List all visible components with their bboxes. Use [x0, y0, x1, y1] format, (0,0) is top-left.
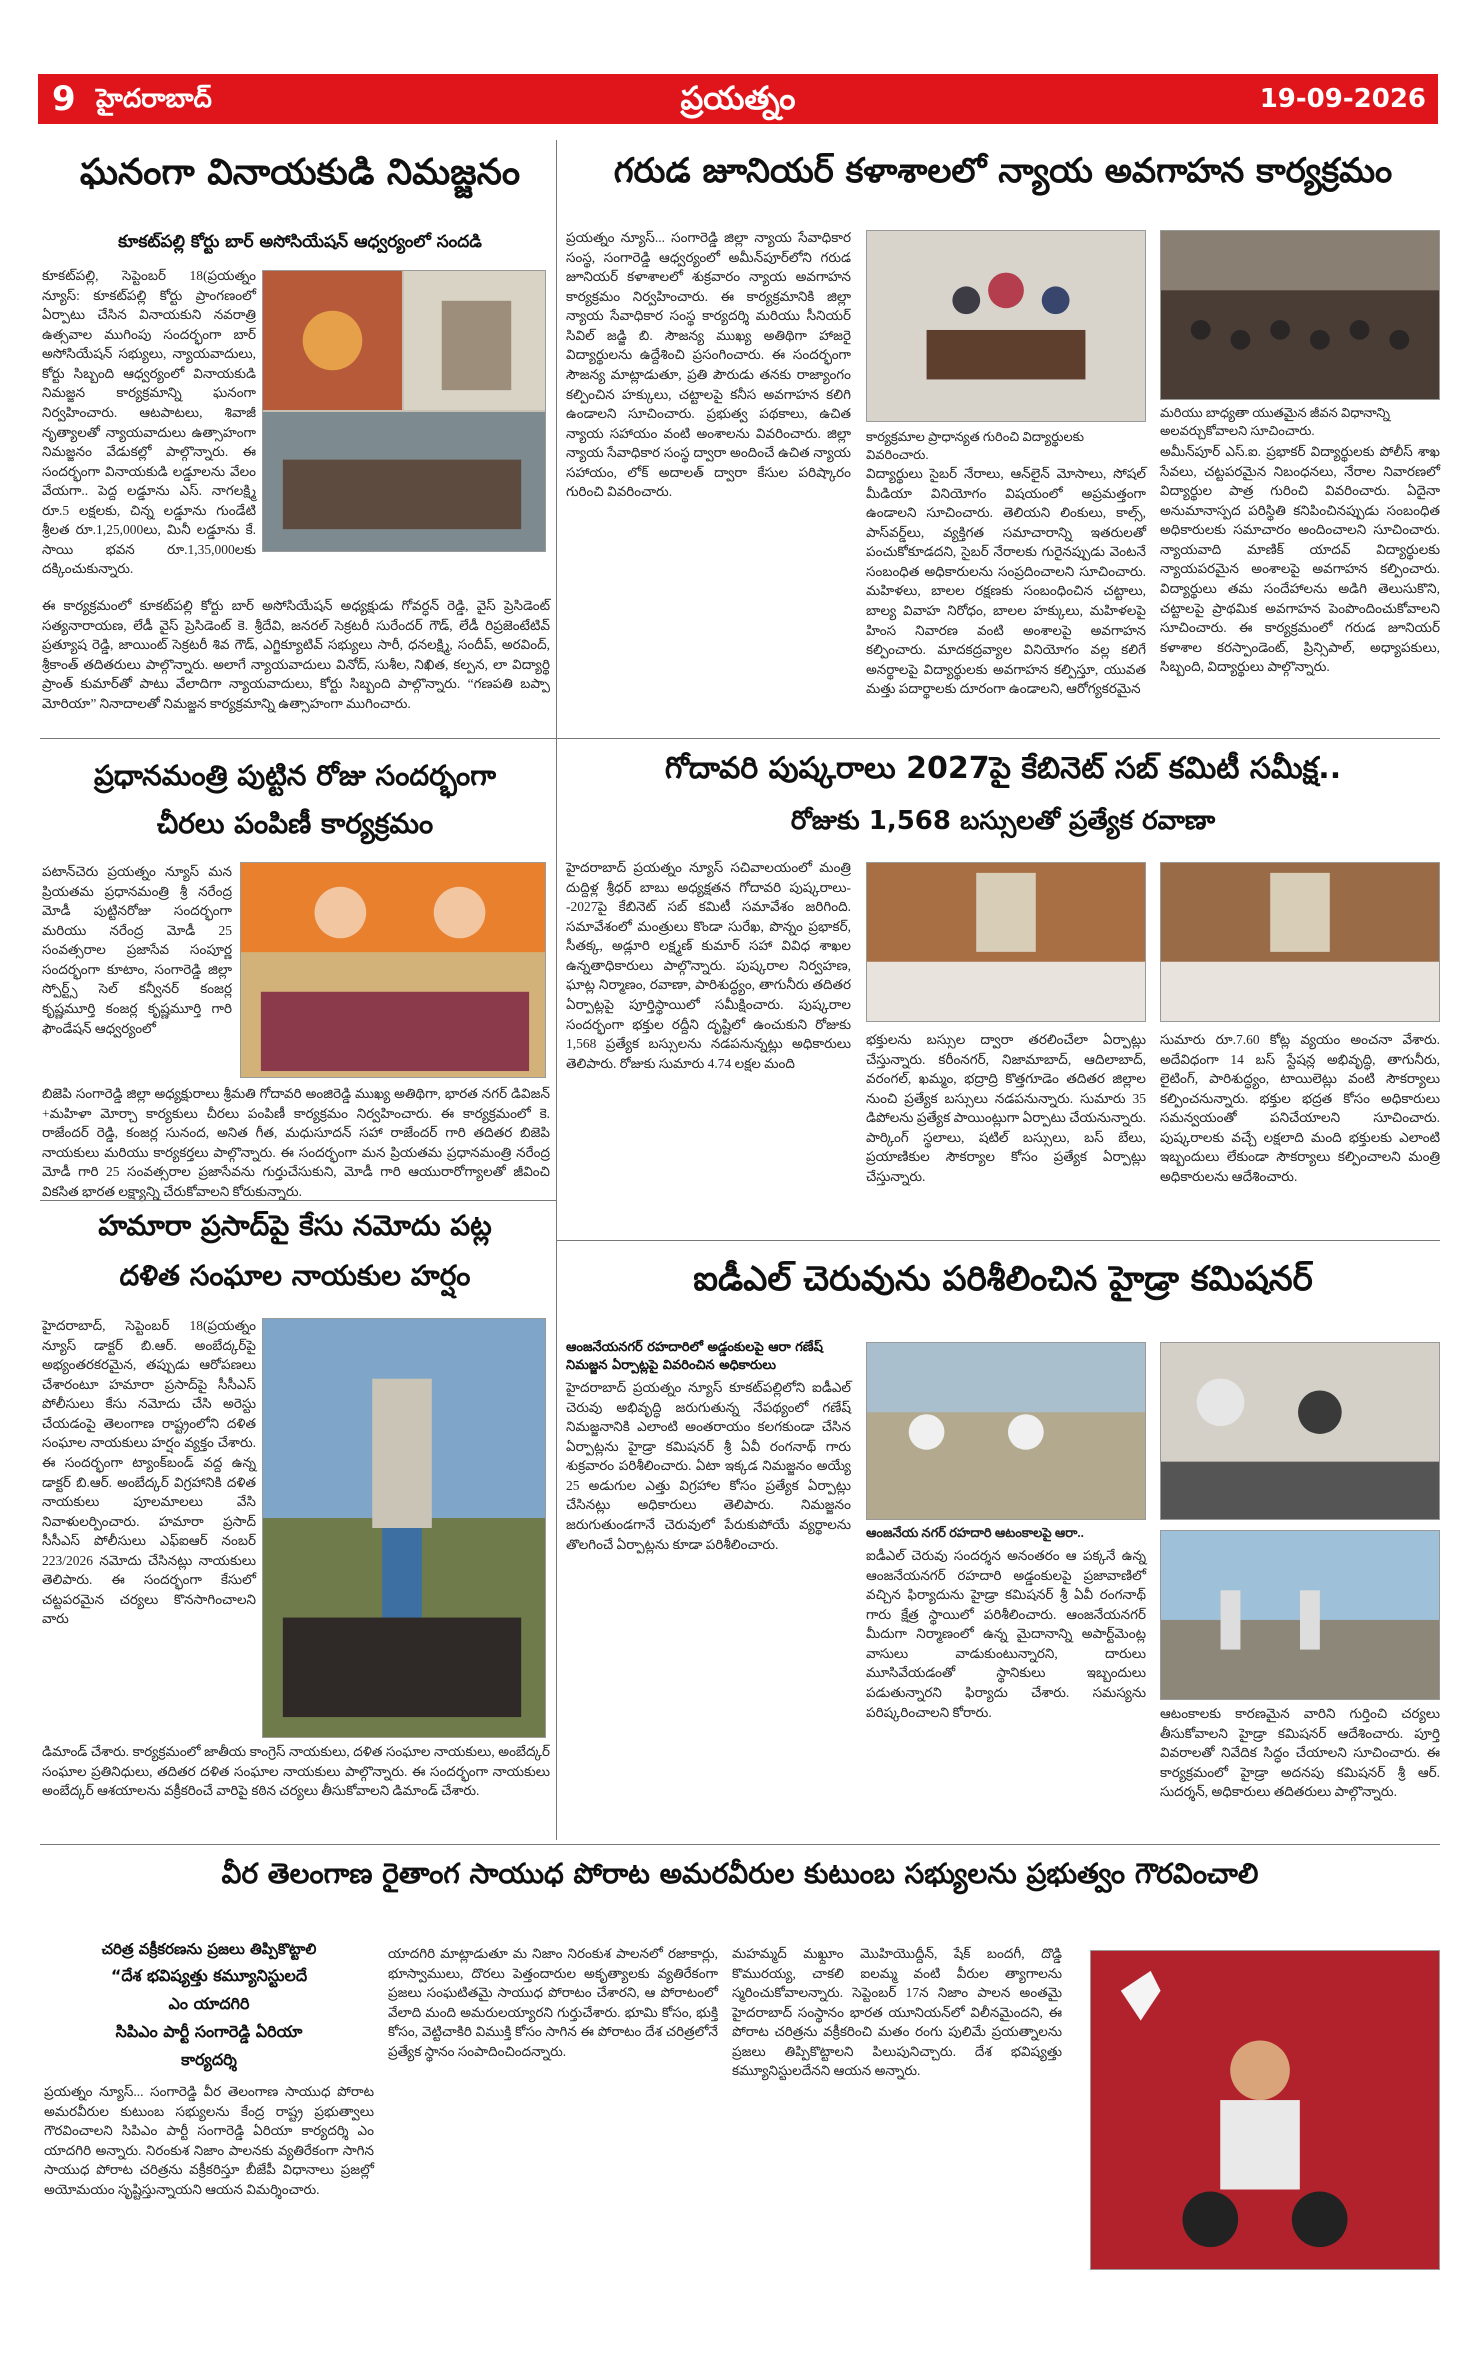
story5-photo — [262, 1318, 546, 1738]
edition-city: హైదరాబాద్ — [96, 84, 212, 114]
story4-col2: భక్తులను బస్సుల ద్వారా తరలించేలా ఏర్పాట్లు చేస్తున్నారు. కరీంనగర్, నిజామాబాద్, ఆదిలాబాద్, వరంగల్, ఖమ్మం, భద్రాద్రి కొత్తగూడెం తదితర జిల్లాల నుంచి ప్రత్యేక బస్సులు నడపనున్నారు. సుమారు 35 డిపోలను ప్రత్యేక పాయింట్లుగా ఏర్పాటు చేయనున్నారు. పార్కింగ్ స్థలాలు, షటిల్ బస్సులు, బస్ బేలు, ప్రయాణికుల సౌకర్యాల కోసం ప్రత్యేక ఏర్పాట్లు చేస్తున్నారు. — [866, 1032, 1146, 1184]
story3-body-full: బిజెపి సంగారెడ్డి జిల్లా అధ్యక్షురాలు శ్రీమతి గోదావరి అంజిరెడ్డి ముఖ్య అతిథిగా, భారత నగర్ డివిజన్ +మహిళా మోర్చా కార్యకులు చీరలు పంపిణీ కార్యక్రమం నిర్వహించారు. ఈ కార్యక్రమంలో కె. రాజేందర్ రెడ్డి, కంజర్ల సునంద, అనిత గీత, మధుసూదన్ సహా రాజేందర్ గారి తదితర బిజెపి నాయకులు మరియు కార్యకర్తలు పాల్గొన్నారు. ఈ సందర్భంగా మన ప్రియతమ ప్రధానమంత్రి నరేంద్ర మోడీ గారి 25 సంవత్సరాల ప్రజాసేవను గుర్తుచేసుకుని, మోడీ గారి ఆయురారోగ్యాలతో జీవించి వికసిత భారత లక్ష్యాన్ని చేరుకోవాలని కోరుకున్నారు. — [42, 1086, 550, 1199]
story5-headline-2: దళిత సంఘాల నాయకుల హర్షం — [119, 1259, 471, 1292]
story2-col3: అమీన్‌పూర్ ఎస్.ఐ. ప్రభాకర్ విద్యార్థులకు పోలీస్ శాఖ సేవలు, చట్టపరమైన నిబంధనలు, నేరాల నివారణలో విద్యార్థుల పాత్ర గురించి వివరించారు. ఏదైనా అనుమానాస్పద పరిస్థితి కనిపించినప్పుడు సంబంధిత అధికారులకు సమాచారం అందించాలని సూచించారు. న్యాయవాది మాణిక్ యాదవ్ విద్యార్థులకు న్యాయపరమైన అంశాలపై అవగాహన కల్పించారు. విద్యార్థులు తమ సందేహాలను అడిగి తెలుసుకొని, చట్టాలపై ప్రాథమిక అవగాహన పెంపొందించుకోవాలని సూచించారు. ఈ కార్యక్రమంలో గరుడ జూనియర్ కళాశాల కరస్పాండెంట్, ప్రిన్సిపాల్, అధ్యాపకులు, సిబ్బంది, విద్యార్థులు పాల్గొన్నారు. — [1160, 444, 1440, 675]
story1-subhead: కూకట్‌పల్లి కోర్టు బార్ అసోసియేషన్ ఆధ్వర్యంలో సందడి — [118, 232, 482, 252]
issue-date: 19-09-2026 — [1259, 84, 1426, 114]
story6-col2: ఐడీఎల్ చెరువు సందర్శన అనంతరం ఆ పక్కనే ఉన్న ఆంజనేయనగర్ రహదారి అడ్డంకులపై ప్రజావాణిలో వచ్చిన ఫిర్యాదును హైడ్రా కమిషనర్ శ్రీ ఏవీ రంగనాథ్ గారు క్షేత్ర స్థాయిలో పరిశీలించారు. ఆంజనేయనగర్ మీదుగా నిర్మాణంలో ఉన్న మైదానాన్ని అపార్ట్‌మెంట్ల వాసులు వాడుకుంటున్నారని, దారులు మూసివేయడంతో స్థానికులు ఇబ్బందులు పడుతున్నారని ఫిర్యాదు చేశారు. సమస్యను పరిష్కరించాలని కోరారు. — [866, 1548, 1146, 1720]
story3-photo — [240, 862, 546, 1078]
story4-col1: హైదరాబాద్ ప్రయత్నం న్యూస్ సచివాలయంలో మంత్రి దుద్దిళ్ల శ్రీధర్ బాబు అధ్యక్షతన గోదావరి పుష్కరాలు--2027పై కేబినెట్ సబ్ కమిటీ సమావేశం జరిగింది. సమావేశంలో మంత్రులు కొండా సురేఖ, పొన్నం ప్రభాకర్, సీతక్క, అడ్లూరి లక్ష్మణ్ కుమార్ సహా వివిధ శాఖల ఉన్నతాధికారులు పాల్గొన్నారు. పుష్కరాల నిర్వహణ, ఘాట్ల నిర్మాణం, రవాణా, పారిశుద్ధ్యం, తాగునీరు తదితర ఏర్పాట్లపై పూర్తిస్థాయిలో సమీక్షించారు. పుష్కరాల సందర్భంగా భక్తుల రద్దీని దృష్టిలో ఉంచుకుని రోజుకు 1,568 ప్రత్యేక బస్సులను నడపనున్నట్లు అధికారులు తెలిపారు. రోజుకు సుమారు 4.74 లక్షల మంది — [566, 860, 851, 1071]
story3-body-left: పటాన్‌చెరు ప్రయత్నం న్యూస్ మన ప్రియతమ ప్రధానమంత్రి శ్రీ నరేంద్ర మోడీ పుట్టినరోజు సందర్భంగా మరియు నరేంద్ర మోడీ 25 సంవత్సరాల ప్రజాసేవ సంపూర్ణ సందర్భంగా కూటాం, సంగారెడ్డి జిల్లా స్పోర్ట్స్ సెల్ కన్వీనర్ కంజర్ల కృష్ణమూర్తి కంజర్ల కృష్ణమూర్తి గారి ఫౌండేషన్ ఆధ్వర్యంలో — [42, 864, 232, 1036]
newspaper-title: ప్రయత్నం — [680, 79, 796, 117]
story7-side-3: ఎం యాదగిరి — [168, 1994, 250, 2013]
story7-side-4: సిపిఎం పార్టీ సంగారెడ్డి ఏరియా — [115, 2022, 303, 2041]
story2-headline: గరుడ జూనియర్ కళాశాలలో న్యాయ అవగాహన కార్యక్రమం — [613, 151, 1393, 191]
story5-body-left: హైదరాబాద్, సెప్టెంబర్ 18(ప్రయత్నం న్యూస్ డాక్టర్ బి.ఆర్. అంబేద్కర్‌పై అభ్యంతరకరమైన, తప్పుడు ఆరోపణలు చేశారంటూ హమారా ప్రసాద్‌పై సీసీఎస్ పోలీసులు కేసు నమోదు చేసి అరెస్టు చేయడంపై తెలంగాణ రాష్ట్రంలోని దళిత సంఘాల నాయకులు హర్షం వ్యక్తం చేశారు. ఈ సందర్భంగా ట్యాంక్‌బండ్ వద్ద ఉన్న డాక్టర్ బి.ఆర్. అంబేద్కర్ విగ్రహానికి దళిత నాయకులు పూలమాలలు వేసి నివాళులర్పించారు. హమారా ప్రసాద్ సీసీఎస్ పోలీసులు ఎఫ్ఐఆర్ నంబర్ 223/2026 నమోదు చేసినట్లు నాయకులు తెలిపారు. ఈ సందర్భంగా కేసులో చట్టపరమైన చర్యలు కొనసాగించాలని వారు — [42, 1318, 256, 1627]
story2-photo2 — [1160, 230, 1440, 400]
story1-photo — [262, 270, 546, 552]
story3-headline-1: ప్రధానమంత్రి పుట్టిన రోజు సందర్భంగా — [93, 759, 497, 792]
column-divider — [556, 140, 557, 1840]
story2-col3-caption: మరియు బాధ్యతా యుతమైన జీవన విధానాన్ని అలవర్చుకోవాలని సూచించారు. — [1160, 405, 1390, 439]
story1-body-full: ఈ కార్యక్రమంలో కూకట్‌పల్లి కోర్టు బార్ అసోసియేషన్ అధ్యక్షుడు గోవర్ధన్ రెడ్డి, వైస్ ప్రెసిడెంట్ సత్యనారాయణ, లేడీ వైస్ ప్రెసిడెంట్ కె. శ్రీదేవి, జనరల్ సెక్రటరీ సురేందర్ గౌడ్, లేడీ రిప్రజెంటేటివ్ ప్రత్యూష రెడ్డి, జాయింట్ సెక్రటరీ శివ గౌడ్, ఎగ్జిక్యూటివ్ సభ్యులు సారీ, ధనలక్ష్మి, సందీప్, అరవింద్, శ్రీకాంత్ తదితరులు పాల్గొన్నారు. అలాగే న్యాయవాదులు వినోద్, సుశీల, నిఖిత, కల్పన, లా విద్యార్థి ప్రాంత్ కుమార్‌తో పాటు వేలాదిగా న్యాయవాదులు, కోర్టు సిబ్బంది పాల్గొన్నారు. “గణపతి బప్పా మోరియా” నినాదాలతో నిమజ్జన కార్యక్రమాన్ని ఉత్సాహంగా ముగించారు. — [42, 598, 550, 711]
story4-headline: గోదావరి పుష్కరాలు 2027పై కేబినెట్ సబ్ కమిటీ సమీక్ష.. — [664, 751, 1342, 786]
story7-side-1: చరిత్ర వక్రీకరణను ప్రజలు తిప్పికొట్టాలి — [101, 1940, 317, 1958]
page-number: 9 — [52, 79, 76, 119]
story2-photo1 — [866, 230, 1146, 422]
story2-col2-caption: కార్యక్రమాల ప్రాధాన్యత గురించి విద్యార్థులకు వివరించారు. — [866, 429, 1084, 463]
story6-photo2 — [1160, 1342, 1440, 1520]
story2-col1: ప్రయత్నం న్యూస్... సంగారెడ్డి జిల్లా న్యాయ సేవాధికార సంస్థ, సంగారెడ్డి ఆధ్వర్యంలో అమీన్‌పూర్‌లోని గరుడ జూనియర్ కళాశాలలో శుక్రవారం న్యాయ అవగాహన కార్యక్రమం నిర్వహించారు. ఈ కార్యక్రమానికి జిల్లా న్యాయ సేవాధికార సంస్థ కార్యదర్శి మరియు సీనియర్ సివిల్ జడ్జి బి. సౌజన్య ముఖ్య అతిథిగా హాజరై విద్యార్థులను ఉద్దేశించి ప్రసంగించారు. ఈ సందర్భంగా సౌజన్య మాట్లాడుతూ, ప్రతి పౌరుడు తనకు రాజ్యాంగం కల్పించిన హక్కులు, చట్టాలపై కనీస అవగాహన కలిగి ఉండాలని సూచించారు. ప్రభుత్వ పథకాలు, ఉచిత న్యాయ సహాయం వంటి అంశాలను వివరించారు. జిల్లా న్యాయ సేవాధికార సంస్థ ద్వారా అందించే ఉచిత న్యాయ సహాయం, లోక్ అదాలత్ ద్వారా కేసుల పరిష్కారం గురించి వివరించారు. — [566, 230, 851, 500]
story6-kicker: ఆంజనేయనగర్ రహదారిలో అడ్డంకులపై ఆరా గణేష్ నిమజ్జన ఏర్పాట్లపై వివరించిన అధికారులు — [566, 1340, 823, 1373]
row-divider — [40, 1200, 556, 1201]
story4-col3: సుమారు రూ.7.60 కోట్ల వ్యయం అంచనా వేశారు. అదేవిధంగా 14 బస్ స్టేషన్ల అభివృద్ధి, తాగునీరు, లైటింగ్, పారిశుద్ధ్యం, టాయిలెట్లు వంటి సౌకర్యాలు కల్పించనున్నారు. భక్తుల భద్రత కోసం అధికారులు సమన్వయంతో పనిచేయాలని సూచించారు. పుష్కరాలకు వచ్చే లక్షలాది మంది భక్తులకు ఎలాంటి ఇబ్బందులు లేకుండా సౌకర్యాలు కల్పించాలని మంత్రి అధికారులను ఆదేశించారు. — [1160, 1032, 1440, 1184]
story7-col2: యాదగిరి మాట్లాడుతూ మ నిజాం నిరంకుశ పాలనలో రజాకార్లు, భూస్వాములు, దొరలు పెత్తందారుల అకృత్యాలకు వ్యతిరేకంగా ప్రజలు సంఘటితమై సాయుధ పోరాటం చేశారని, ఆ పోరాటంలో వేలాది మంది అమరులయ్యారని గుర్తుచేశారు. భూమి కోసం, భుక్తి కోసం, వెట్టిచాకిరి విముక్తి కోసం సాగిన ఈ పోరాటం దేశ చరిత్రలోనే ప్రత్యేక స్థానం సంపాదించిందన్నారు. — [388, 1946, 718, 2059]
story7-side-5: కార్యదర్శి — [181, 2050, 237, 2069]
story6-photo3 — [1160, 1530, 1440, 1700]
row-divider — [40, 1844, 1440, 1845]
story6-col2-caption: ఆంజనేయ నగర్ రహదారి ఆటంకాలపై ఆరా.. — [866, 1525, 1084, 1540]
story4-photo1 — [866, 862, 1146, 1022]
story3-headline-2: చీరలు పంపిణీ కార్యక్రమం — [156, 807, 434, 840]
story7-col1: ప్రయత్నం న్యూస్... సంగారెడ్డి వీర తెలంగాణ సాయుధ పోరాట అమరవీరుల కుటుంబ సభ్యులను కేంద్ర రాష్ట్ర ప్రభుత్వాలు గౌరవించాలని సిపిఎం పార్టీ సంగారెడ్డి ఏరియా కార్యదర్శి ఎం యాదగిరి అన్నారు. నిరంకుశ నిజాం పాలనకు వ్యతిరేకంగా సాగిన సాయుధ పోరాట చరిత్రను వక్రీకరిస్తూ బీజేపీ విధానాలు ప్రజల్లో అయోమయం సృష్టిస్తున్నాయని ఆయన విమర్శించారు. — [44, 2084, 374, 2197]
story5-body-full: డిమాండ్ చేశారు. కార్యక్రమంలో జాతీయ కాంగ్రెస్ నాయకులు, దళిత సంఘాల నాయకులు, అంబేద్కర్ సంఘాల ప్రతినిధులు, తదితర దళిత సంఘాల నాయకులు పాల్గొన్నారు. ఈ సందర్భంగా నాయకులు అంబేద్కర్ ఆశయాలను వక్రీకరించే వారిపై కఠిన చర్యలు తీసుకోవాలని డిమాండ్ చేశారు. — [42, 1744, 550, 1799]
row-divider — [40, 738, 1440, 739]
story6-col3: ఆటంకాలకు కారణమైన వారిని గుర్తించి చర్యలు తీసుకోవాలని హైడ్రా కమిషనర్ ఆదేశించారు. పూర్తి వివరాలతో నివేదిక సిద్ధం చేయాలని సూచించారు. ఈ కార్యక్రమంలో హైడ్రా అదనపు కమిషనర్ శ్రీ ఆర్. సుదర్శన్, అధికారులు తదితరులు పాల్గొన్నారు. — [1160, 1706, 1440, 1800]
story7-headline: వీర తెలంగాణ రైతాంగ సాయుధ పోరాట అమరవీరుల కుటుంబ సభ్యులను ప్రభుత్వం గౌరవించాలి — [221, 1857, 1259, 1890]
story1-headline: ఘనంగా వినాయకుడి నిమజ్జనం — [79, 152, 521, 193]
row-divider — [556, 1240, 1440, 1241]
story7-side-2: “దేశ భవిష్యత్తు కమ్యూనిస్టులదే — [110, 1966, 308, 1985]
story4-photo2 — [1160, 862, 1440, 1022]
story5-headline-1: హమారా ప్రసాద్‌పై కేసు నమోదు పట్ల — [98, 1209, 492, 1242]
story4-subhead: రోజుకు 1,568 బస్సులతో ప్రత్యేక రవాణా — [790, 806, 1216, 836]
story6-col1: హైదరాబాద్ ప్రయత్నం న్యూస్ కూకట్‌పల్లిలోని ఐడీఎల్ చెరువు అభివృద్ధి జరుగుతున్న నేపథ్యంలో గణేష్ నిమజ్జనానికి ఎలాంటి అంతరాయం కలగకుండా చేసిన ఏర్పాట్లను హైడ్రా కమిషనర్ శ్రీ ఏవీ రంగనాథ్ గారు శుక్రవారం పరిశీలించారు. ఏటా ఇక్కడ నిమజ్జనం అయ్యే 25 అడుగుల ఎత్తు విగ్రహాల కోసం ప్రత్యేక ఏర్పాట్లు చేసినట్లు అధికారులు తెలిపారు. నిమజ్జనం జరుగుతుండగానే చెరువులో పేరుకుపోయే వ్యర్థాలను తొలగించే ఏర్పాట్లను కూడా పరిశీలించారు. — [566, 1380, 851, 1552]
story7-col3: మహమ్మద్ మఖ్దూం మొహియొద్దీన్, షేక్ బందగీ, దొడ్డి కొమురయ్య, చాకలి ఐలమ్మ వంటి వీరుల త్యాగాలను స్మరించుకోవాలన్నారు. సెప్టెంబర్ 17న నిజాం పాలన అంతమై హైదరాబాద్ సంస్థానం భారత యూనియన్‌లో విలీనమైందని, ఈ పోరాట చరిత్రను వక్రీకరించి మతం రంగు పులిమే ప్రయత్నాలను ప్రజలు తిప్పికొట్టాలని పిలుపునిచ్చారు. దేశ భవిష్యత్తు కమ్యూనిస్టులదేనని ఆయన అన్నారు. — [732, 1946, 1062, 2079]
story7-photo — [1090, 1950, 1440, 2270]
masthead-bar — [38, 74, 1438, 124]
story2-col2: విద్యార్థులు సైబర్ నేరాలు, ఆన్‌లైన్ మోసాలు, సోషల్ మీడియా వినియోగం విషయంలో అప్రమత్తంగా ఉండాలని సూచించారు. తెలియని లింకులు, కాల్స్, పాస్‌వర్డ్‌లు, వ్యక్తిగత సమాచారాన్ని ఇతరులతో పంచుకోకూడదని, సైబర్ నేరాలకు గురైనప్పుడు వెంటనే సంబంధిత అధికారులను సంప్రదించాలని సూచించారు. మహిళలు, బాలల రక్షణకు సంబంధించిన చట్టాలు, బాల్య వివాహ నిరోధం, బాలల హక్కులు, మహిళలపై హింస నివారణ వంటి అంశాలపై అవగాహన కల్పించారు. మాదకద్రవ్యాల వినియోగం వల్ల కలిగే అనర్థాలపై విద్యార్థులకు అవగాహన కల్పిస్తూ, యువత మత్తు పదార్థాలకు దూరంగా ఉండాలని, ఆరోగ్యకరమైన — [866, 466, 1146, 697]
story6-headline: ఐడీఎల్ చెరువును పరిశీలించిన హైడ్రా కమిషనర్ — [693, 1259, 1313, 1299]
story6-photo1 — [866, 1342, 1146, 1520]
story1-body-left: కూకట్‌పల్లి, సెప్టెంబర్ 18(ప్రయత్నం న్యూస్: కూకట్‌పల్లి కోర్టు ప్రాంగణంలో ఏర్పాటు చేసిన వినాయకుని నవరాత్రి ఉత్సవాల ముగింపు సందర్భంగా బార్ అసోసియేషన్ సభ్యులు, న్యాయవాదులు, కోర్టు సిబ్బంది ఆధ్వర్యంలో వినాయకుడి నిమజ్జన కార్యక్రమాన్ని ఘనంగా నిర్వహించారు. ఆటపాటలు, శివాజీ నృత్యాలతో న్యాయవాదులు ఉత్సాహంగా నిమజ్జనం వేడుకల్లో పాల్గొన్నారు. ఈ సందర్భంగా వినాయకుడి లడ్డూలను వేలం వేయగా.. పెద్ద లడ్డూను ఎస్. నాగలక్ష్మి రూ.5 లక్షలకు, చిన్న లడ్డూను గుండేటి శ్రీలత రూ.1,25,000లు, మినీ లడ్డూను కే. సాయి భవన రూ.1,35,000లకు దక్కించుకున్నారు. — [42, 268, 256, 577]
